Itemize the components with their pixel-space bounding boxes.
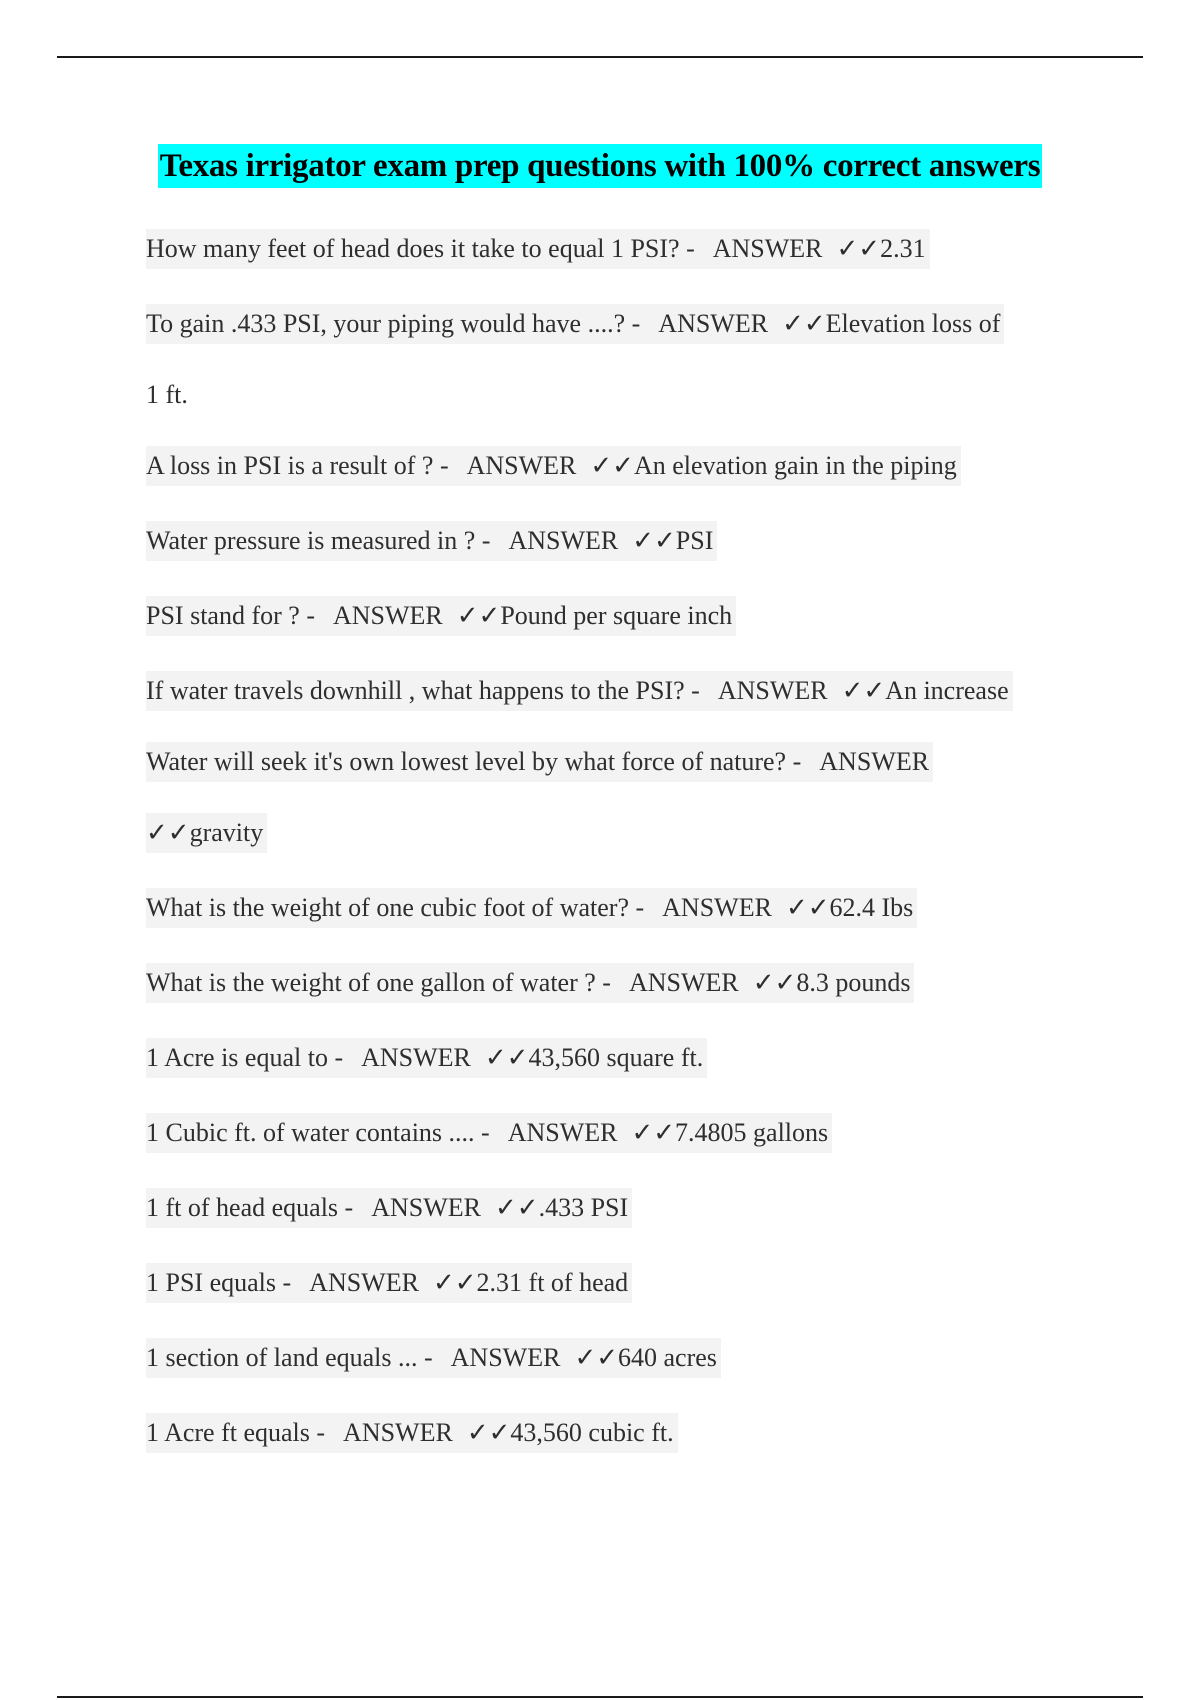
qa-line [146,446,1086,521]
qa-highlight [146,596,736,636]
answer-text: An increase [885,676,1009,705]
answer-text: 2.31 [880,234,926,263]
qa-highlight [146,521,717,561]
answer-text: 43,560 square ft. [528,1043,704,1072]
qa-highlight [146,1113,832,1153]
qa-line [146,1038,1086,1113]
qa-line-continuation [146,375,1086,446]
qa-highlight [146,1188,632,1228]
check-marks: ✓✓ [484,1043,529,1072]
question-text: 1 Acre ft equals - [146,1418,326,1447]
answer-text: Pound per square inch [500,601,733,630]
answer-text: 2.31 ft of head [476,1268,629,1297]
answer-label: ANSWER [450,1343,561,1372]
answer-text: .433 PSI [538,1193,629,1222]
question-text: Water pressure is measured in ? - [146,526,491,555]
answer-label: ANSWER [361,1043,471,1072]
check-marks: ✓✓ [432,1268,477,1297]
check-marks: ✓✓ [632,526,676,555]
answer-label: ANSWER [507,1118,618,1147]
qa-highlight [146,1263,632,1303]
qa-highlight [146,1413,678,1453]
answer-text: Elevation loss of [825,309,1001,338]
question-text: 1 ft of head equals - [146,1193,354,1222]
answer-label: ANSWER [508,526,619,555]
answer-text: 43,560 cubic ft. [510,1418,674,1447]
qa-highlight [146,229,930,269]
answer-label: ANSWER [819,747,930,776]
qa-line [146,1263,1086,1338]
qa-list [146,229,1086,1488]
title-container [0,144,1200,188]
answer-text: PSI [675,526,714,555]
check-marks: ✓✓ [456,601,501,630]
answer-label: ANSWER [371,1193,481,1222]
question-text: PSI stand for ? - [146,601,315,630]
answer-label: ANSWER [658,309,769,338]
qa-line [146,963,1086,1038]
qa-line [146,229,1086,304]
qa-line [146,742,1086,813]
qa-highlight [146,1038,707,1078]
qa-line [146,671,1086,742]
qa-highlight [146,742,933,782]
qa-highlight [146,963,914,1003]
check-marks: ✓✓ [631,1118,676,1147]
top-rule [57,56,1143,58]
qa-highlight [146,304,1004,344]
check-marks: ✓✓ [466,1418,511,1447]
check-marks: ✓✓ [785,893,830,922]
check-marks: ✓✓ [841,676,886,705]
question-text: What is the weight of one cubic foot of water? - [146,893,645,922]
qa-line [146,1413,1086,1488]
answer-label: ANSWER [466,451,577,480]
question-text: What is the weight of one gallon of water ? - [146,968,611,997]
question-text: Water will seek it's own lowest level by what force of nature? - [146,747,802,776]
answer-text: 7.4805 gallons [675,1118,829,1147]
answer-label: ANSWER [309,1268,419,1297]
qa-highlight [146,1338,721,1378]
answer-label: ANSWER [343,1418,453,1447]
answer-label: ANSWER [662,893,772,922]
qa-highlight [146,888,917,928]
question-text: 1 PSI equals - [146,1268,292,1297]
answer-text: 8.3 pounds [796,968,911,997]
question-text: If water travels downhill , what happens to the PSI? - [146,676,700,705]
check-marks: ✓✓ [752,968,797,997]
qa-line [146,1188,1086,1263]
check-marks: ✓✓ [836,234,881,263]
answer-label: ANSWER [332,601,443,630]
question-text: A loss in PSI is a result of ? - [146,451,449,480]
continuation-text: 1 ft. [146,380,188,409]
answer-label: ANSWER [712,234,823,263]
continuation-text: ✓✓gravity [146,818,264,847]
answer-label: ANSWER [717,676,828,705]
qa-line [146,888,1086,963]
question-text: How many feet of head does it take to equal 1 PSI? - [146,234,695,263]
question-text: 1 section of land equals ... - [146,1343,433,1372]
question-text: 1 Acre is equal to - [146,1043,344,1072]
bottom-rule [57,1696,1143,1698]
document-title: Texas irrigator exam prep questions with 100% correct answers [158,144,1043,188]
check-marks: ✓✓ [494,1193,539,1222]
qa-line [146,521,1086,596]
answer-text: An elevation gain in the piping [633,451,957,480]
qa-line [146,596,1086,671]
qa-line-continuation [146,813,1086,888]
answer-label: ANSWER [628,968,739,997]
answer-text: 640 acres [618,1343,717,1372]
qa-line [146,304,1086,375]
check-marks: ✓✓ [590,451,634,480]
question-text: 1 Cubic ft. of water contains .... - [146,1118,490,1147]
qa-highlight [146,813,267,853]
qa-highlight [146,671,1013,711]
question-text: To gain .433 PSI, your piping would have ....? - [146,309,641,338]
check-marks: ✓✓ [782,309,826,338]
check-marks: ✓✓ [574,1343,619,1372]
qa-line [146,1113,1086,1188]
qa-line [146,1338,1086,1413]
answer-text: 62.4 Ibs [829,893,914,922]
qa-highlight [146,446,961,486]
